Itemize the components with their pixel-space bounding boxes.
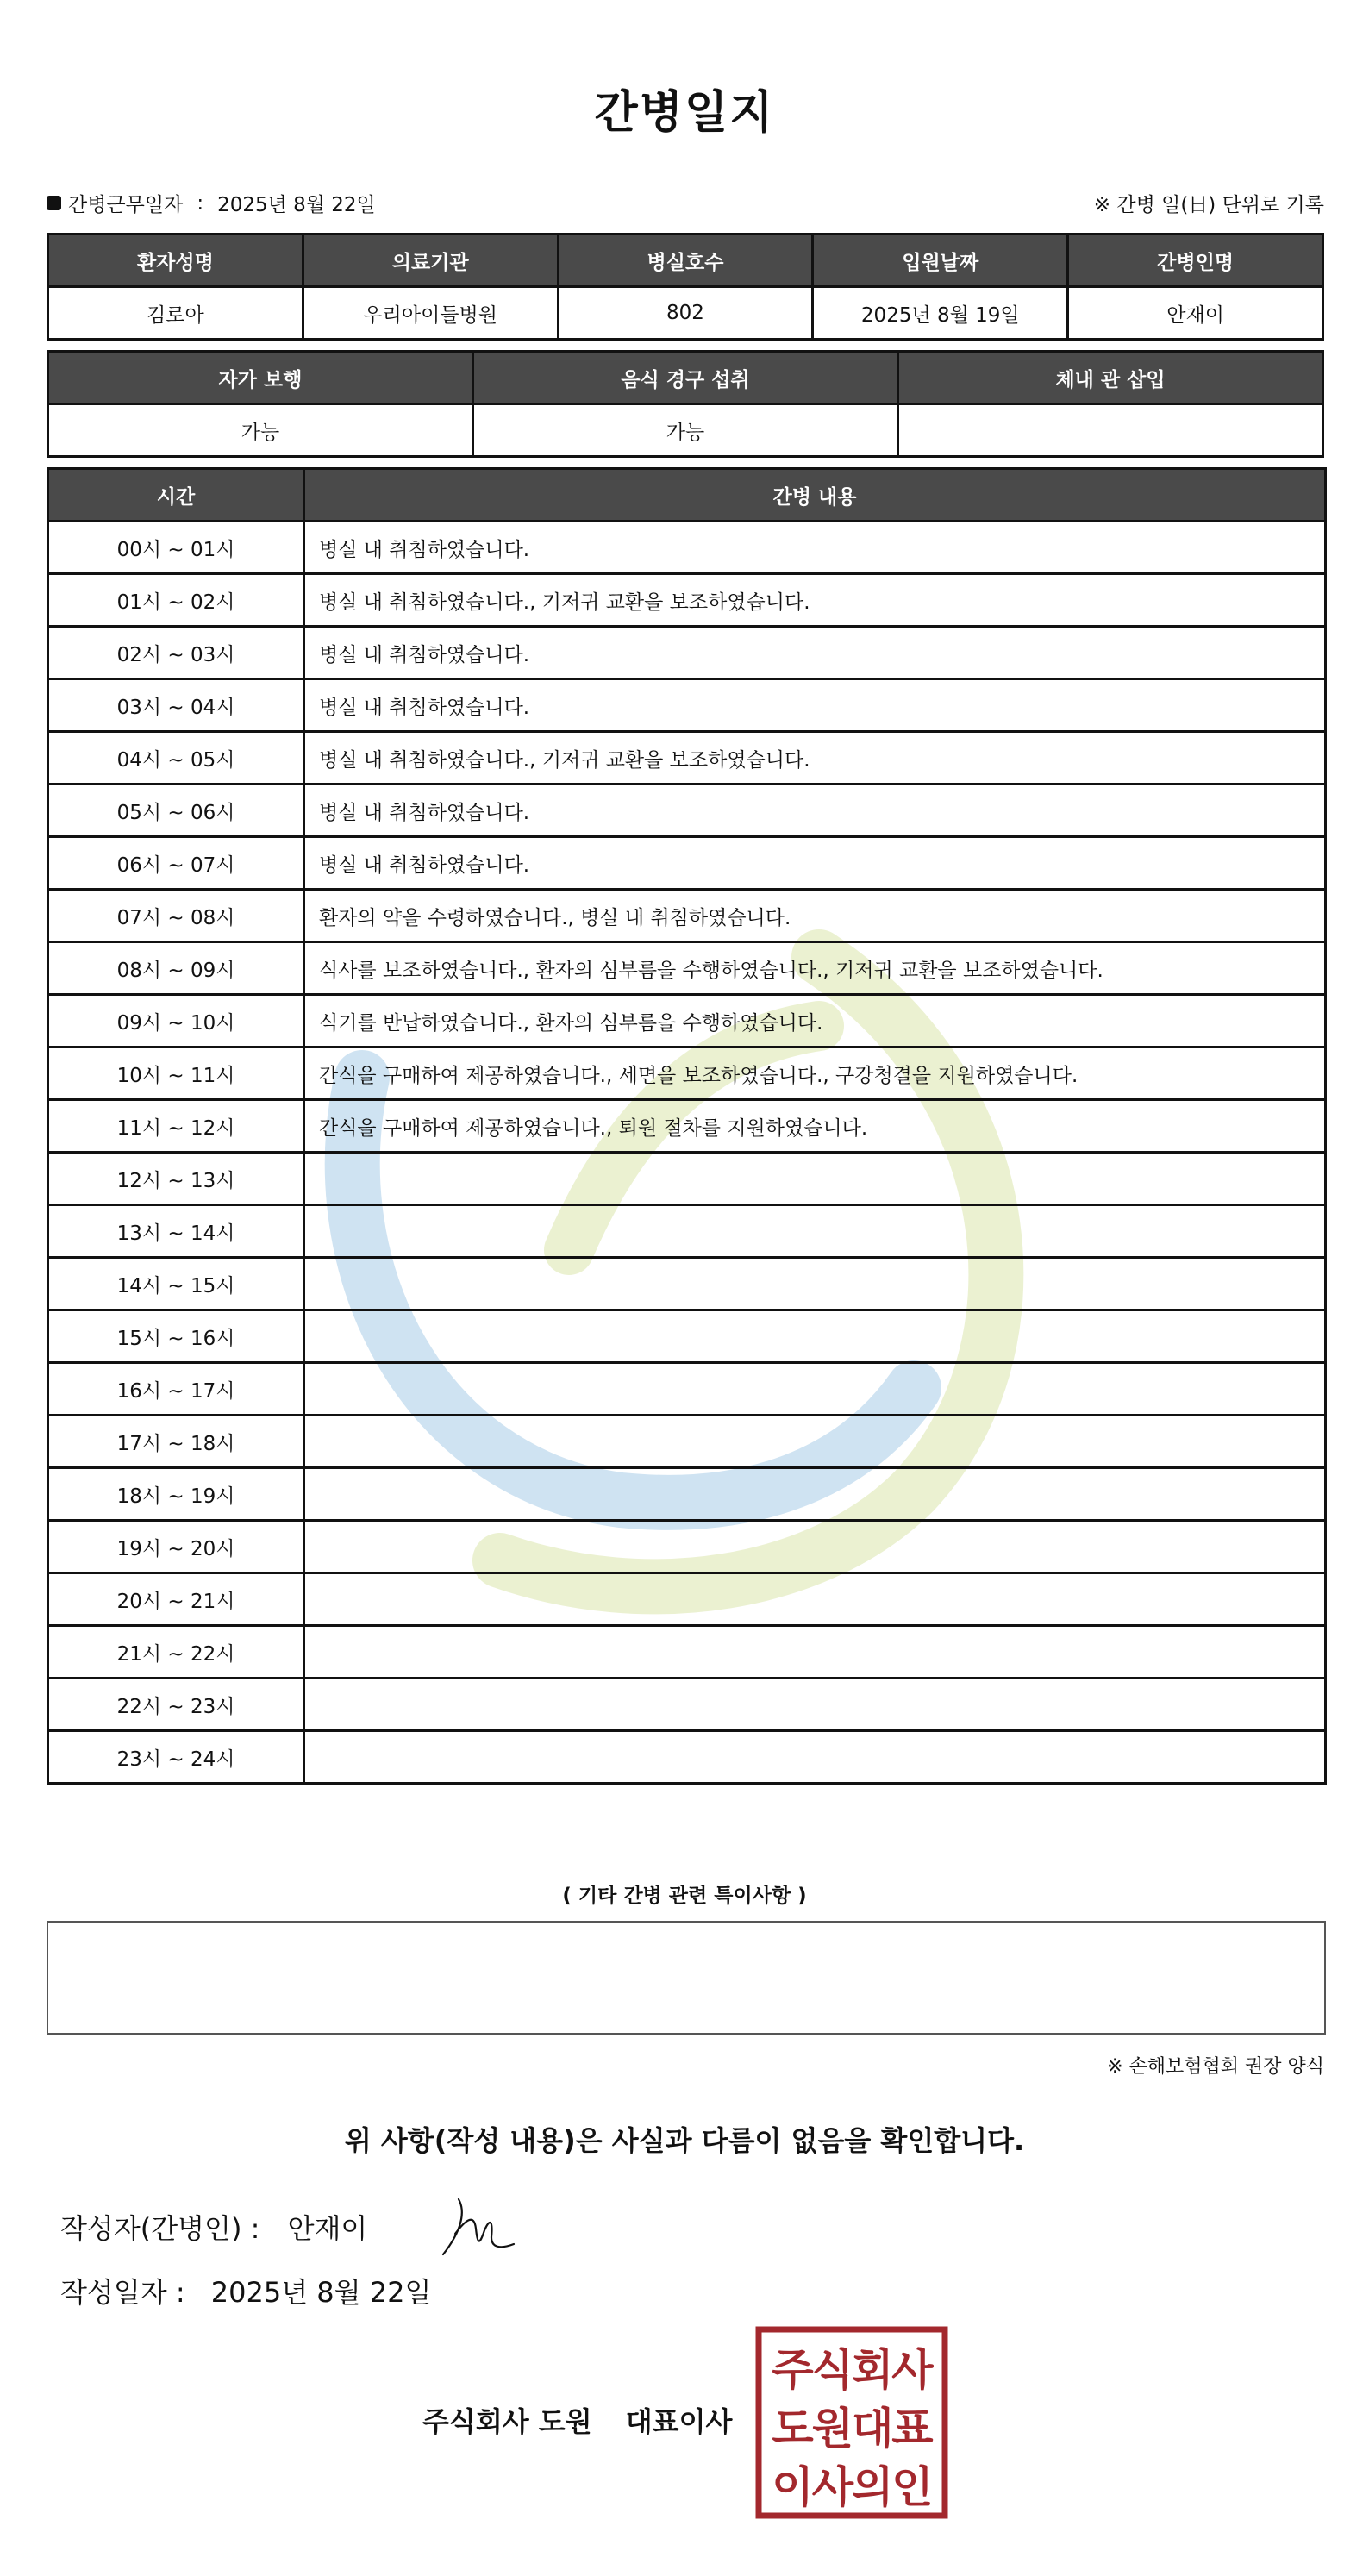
time-slot: 23시 ~ 24시 [48, 1731, 304, 1784]
care-log-body [48, 522, 1326, 1784]
seal-line-1: 주식회사 [772, 2345, 932, 2395]
time-slot: 05시 ~ 06시 [48, 785, 304, 837]
ability-value-row [48, 404, 1323, 457]
time-slot: 02시 ~ 03시 [48, 627, 304, 679]
header-oral-intake: 음식 경구 섭취 [473, 352, 898, 404]
care-content [304, 1258, 1326, 1310]
table-row [48, 1363, 1326, 1416]
time-slot: 20시 ~ 21시 [48, 1573, 304, 1626]
table-row [48, 1573, 1326, 1626]
care-content: 간식을 구매하여 제공하였습니다., 세면을 보조하였습니다., 구강청결을 지원하였습니다. [304, 1047, 1326, 1100]
notes-box [47, 1921, 1326, 2035]
table-row [48, 1468, 1326, 1521]
writer-row [60, 2207, 367, 2247]
header-patient-name: 환자성명 [48, 234, 303, 287]
time-slot: 09시 ~ 10시 [48, 995, 304, 1047]
table-row [48, 942, 1326, 995]
header-tube-insertion: 체내 관 삽입 [898, 352, 1323, 404]
work-date-value: 2025년 8월 22일 [217, 194, 376, 216]
work-date-separator: : [197, 191, 204, 215]
table-row [48, 1205, 1326, 1258]
care-content: 병실 내 취침하였습니다. [304, 837, 1326, 890]
time-slot: 17시 ~ 18시 [48, 1416, 304, 1468]
care-content: 병실 내 취침하였습니다. [304, 679, 1326, 732]
header-time: 시간 [48, 469, 304, 522]
writer-label: 작성자(간병인) : [60, 2212, 260, 2245]
caregiver-name: 안재이 [1068, 287, 1323, 340]
time-slot: 01시 ~ 02시 [48, 574, 304, 627]
self-walking-value: 가능 [48, 404, 473, 457]
time-slot: 13시 ~ 14시 [48, 1205, 304, 1258]
patient-ability-table [47, 350, 1324, 458]
recommended-form-note: ※ 손해보험협회 권장 양식 [1107, 2056, 1324, 2078]
time-slot: 11시 ~ 12시 [48, 1100, 304, 1153]
oral-intake-value: 가능 [473, 404, 898, 457]
signature-image [440, 2194, 517, 2263]
care-content [304, 1573, 1326, 1626]
header-caregiver-name: 간병인명 [1068, 234, 1323, 287]
care-content: 간식을 구매하여 제공하였습니다., 퇴원 절차를 지원하였습니다. [304, 1100, 1326, 1153]
writer-name: 안재이 [287, 2212, 368, 2245]
bullet-square-icon [47, 196, 61, 210]
time-slot: 21시 ~ 22시 [48, 1626, 304, 1679]
care-content: 병실 내 취침하였습니다. [304, 785, 1326, 837]
table-row [48, 1731, 1326, 1784]
table-row [48, 1047, 1326, 1100]
care-content [304, 1153, 1326, 1205]
table-row [48, 1679, 1326, 1731]
writer-date-label: 작성일자 : [60, 2276, 185, 2309]
care-content [304, 1310, 1326, 1363]
company-name: 주식회사 도원 [422, 2405, 592, 2438]
time-slot: 16시 ~ 17시 [48, 1363, 304, 1416]
time-slot: 18시 ~ 19시 [48, 1468, 304, 1521]
table-row [48, 1416, 1326, 1468]
header-admission-date: 입원날짜 [813, 234, 1068, 287]
time-slot: 22시 ~ 23시 [48, 1679, 304, 1731]
table-row [48, 1258, 1326, 1310]
header-self-walking: 자가 보행 [48, 352, 473, 404]
care-content [304, 1205, 1326, 1258]
table-row [48, 522, 1326, 574]
time-slot: 04시 ~ 05시 [48, 732, 304, 785]
header-hospital: 의료기관 [303, 234, 558, 287]
table-row [48, 785, 1326, 837]
table-row [48, 1521, 1326, 1573]
table-row [48, 574, 1326, 627]
care-content [304, 1416, 1326, 1468]
writer-date-row [60, 2271, 431, 2310]
care-content [304, 1468, 1326, 1521]
time-slot: 03시 ~ 04시 [48, 679, 304, 732]
care-content: 환자의 약을 수령하였습니다., 병실 내 취침하였습니다. [304, 890, 1326, 942]
time-slot: 00시 ~ 01시 [48, 522, 304, 574]
care-content [304, 1521, 1326, 1573]
work-date-label: 간병근무일자 [68, 194, 184, 216]
patient-info-header-row [48, 234, 1323, 287]
seal-line-2: 도원대표 [772, 2404, 932, 2454]
care-content: 병실 내 취침하였습니다., 기저귀 교환을 보조하였습니다. [304, 574, 1326, 627]
writer-date-value: 2025년 8월 22일 [210, 2276, 432, 2309]
time-slot: 10시 ~ 11시 [48, 1047, 304, 1100]
table-row [48, 1153, 1326, 1205]
time-slot: 08시 ~ 09시 [48, 942, 304, 995]
table-row [48, 837, 1326, 890]
patient-info-table [47, 233, 1324, 341]
confirmation-statement: 위 사항(작성 내용)은 사실과 다름이 없음을 확인합니다. [344, 2124, 1025, 2157]
table-row [48, 890, 1326, 942]
care-log-header-row [48, 469, 1326, 522]
time-slot: 14시 ~ 15시 [48, 1258, 304, 1310]
table-row [48, 1626, 1326, 1679]
header-care-content: 간병 내용 [304, 469, 1326, 522]
care-content [304, 1731, 1326, 1784]
patient-info-value-row [48, 287, 1323, 340]
work-date-row [47, 189, 1324, 220]
time-slot: 07시 ~ 08시 [48, 890, 304, 942]
care-content [304, 1679, 1326, 1731]
room-number: 802 [558, 287, 813, 340]
daily-record-note: ※ 간병 일(日) 단위로 기록 [1093, 194, 1324, 216]
seal-line-3: 이사의인 [772, 2462, 932, 2512]
care-content: 병실 내 취침하였습니다. [304, 627, 1326, 679]
table-row [48, 1310, 1326, 1363]
header-room-number: 병실호수 [558, 234, 813, 287]
care-content: 식사를 보조하였습니다., 환자의 심부름을 수행하였습니다., 기저귀 교환을 보조하였습니다. [304, 942, 1326, 995]
time-slot: 15시 ~ 16시 [48, 1310, 304, 1363]
care-content [304, 1363, 1326, 1416]
table-row [48, 679, 1326, 732]
care-content [304, 1626, 1326, 1679]
hospital-name: 우리아이들병원 [303, 287, 558, 340]
tube-insertion-value [898, 404, 1323, 457]
patient-name: 김로아 [48, 287, 303, 340]
ability-header-row [48, 352, 1323, 404]
company-seal-stamp [755, 2326, 948, 2519]
time-slot: 06시 ~ 07시 [48, 837, 304, 890]
time-slot: 12시 ~ 13시 [48, 1153, 304, 1205]
admission-date: 2025년 8월 19일 [813, 287, 1068, 340]
document-title: 간병일지 [594, 87, 775, 139]
company-role: 대표이사 [625, 2405, 733, 2438]
table-row [48, 732, 1326, 785]
company-signature-line [422, 2400, 732, 2440]
care-content: 병실 내 취침하였습니다., 기저귀 교환을 보조하였습니다. [304, 732, 1326, 785]
notes-title: ( 기타 간병 관련 특이사항 ) [562, 1885, 807, 1907]
table-row [48, 995, 1326, 1047]
table-row [48, 1100, 1326, 1153]
time-slot: 19시 ~ 20시 [48, 1521, 304, 1573]
care-content: 병실 내 취침하였습니다. [304, 522, 1326, 574]
care-content: 식기를 반납하였습니다., 환자의 심부름을 수행하였습니다. [304, 995, 1326, 1047]
care-log-table [47, 467, 1327, 1785]
table-row [48, 627, 1326, 679]
